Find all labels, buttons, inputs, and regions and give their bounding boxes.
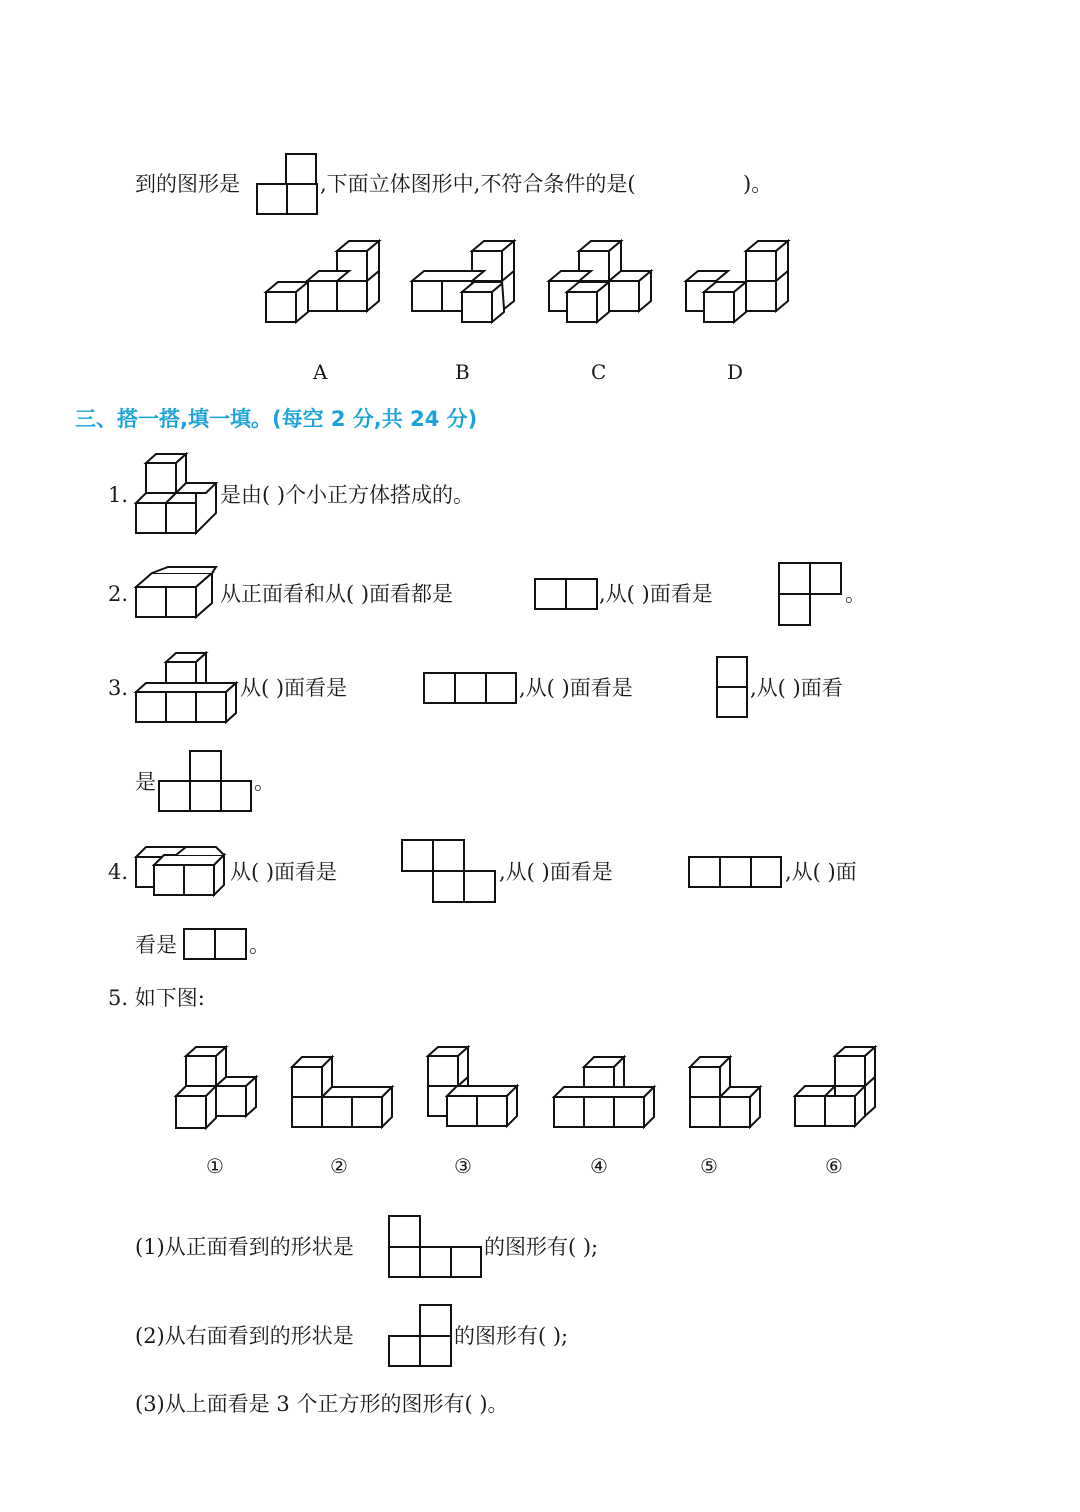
q1-text: 是由( )个小正方体搭成的。	[220, 483, 475, 507]
q5-title: 5. 如下图:	[108, 986, 205, 1010]
solid-option-c	[545, 238, 665, 328]
q5-solid-5	[687, 1054, 767, 1134]
q2-view-l-shape	[778, 562, 842, 626]
q5-sub1-text-a: (1)从正面看到的形状是	[135, 1235, 354, 1259]
view-shape-l	[256, 153, 318, 215]
option-label-d: D	[727, 360, 744, 384]
option-label-c: C	[591, 360, 607, 384]
q2-number: 2.	[108, 582, 129, 606]
q4-view-three-squares	[688, 856, 782, 888]
q4-text-4: 看是	[135, 933, 177, 957]
q1-number: 1.	[108, 483, 129, 507]
q1-solid	[133, 452, 223, 538]
q3-text-3: ,从( )面看	[750, 676, 843, 700]
solid-option-b	[408, 238, 528, 328]
section-heading: 三、搭一搭,填一填。(每空 2 分,共 24 分)	[75, 407, 478, 431]
solid-option-a	[262, 238, 382, 328]
q5-label-2: ②	[330, 1154, 348, 1178]
q3-text-5: 。	[254, 770, 275, 794]
top-question-text-2: ,下面立体图形中,不符合条件的是(	[320, 172, 636, 196]
top-question-text-1: 到的图形是	[135, 172, 240, 196]
q2-text-2: ,从( )面看是	[599, 582, 713, 606]
q3-text-4: 是	[135, 770, 156, 794]
q3-solid	[133, 650, 241, 726]
q5-label-1: ①	[206, 1154, 224, 1178]
q5-label-4: ④	[590, 1154, 608, 1178]
q3-number: 3.	[108, 676, 129, 700]
q5-solid-6	[792, 1044, 884, 1134]
q4-view-zigzag	[401, 839, 497, 903]
q3-view-three-squares	[423, 672, 517, 704]
q5-solid-4	[551, 1054, 661, 1134]
q5-sub3-text: (3)从上面看是 3 个正方形的图形有( )。	[135, 1392, 509, 1416]
q2-text-3: 。	[845, 582, 866, 606]
q3-text-1: 从( )面看是	[240, 676, 348, 700]
q5-solid-3	[425, 1044, 525, 1134]
q4-text-2: ,从( )面看是	[499, 860, 613, 884]
q2-view-two-squares	[534, 578, 598, 610]
q5-sub2-view	[388, 1304, 452, 1367]
q3-text-2: ,从( )面看是	[519, 676, 633, 700]
top-question-text-3: )。	[743, 172, 773, 196]
q2-text-1: 从正面看和从( )面看都是	[220, 582, 454, 606]
q5-sub2-text-b: 的图形有( );	[454, 1324, 569, 1348]
q2-solid	[133, 565, 219, 621]
q5-label-6: ⑥	[825, 1154, 843, 1178]
q5-solid-1	[173, 1044, 265, 1134]
q4-text-3: ,从( )面	[785, 860, 857, 884]
q3-view-t-shape	[158, 750, 252, 812]
q5-sub2-text-a: (2)从右面看到的形状是	[135, 1324, 354, 1348]
q5-label-5: ⑤	[700, 1154, 718, 1178]
q5-label-3: ③	[454, 1154, 472, 1178]
q5-sub1-text-b: 的图形有( );	[484, 1235, 599, 1259]
option-label-b: B	[455, 360, 470, 384]
option-label-a: A	[313, 360, 328, 384]
q4-number: 4.	[108, 860, 129, 884]
q3-view-column	[716, 656, 748, 718]
solid-option-d	[682, 238, 802, 328]
q4-text-1: 从( )面看是	[230, 860, 338, 884]
q4-solid	[133, 843, 233, 899]
q4-view-two-squares	[183, 928, 247, 960]
q5-sub1-view	[388, 1215, 482, 1278]
q5-solid-2	[289, 1054, 399, 1134]
q4-text-5: 。	[249, 933, 270, 957]
